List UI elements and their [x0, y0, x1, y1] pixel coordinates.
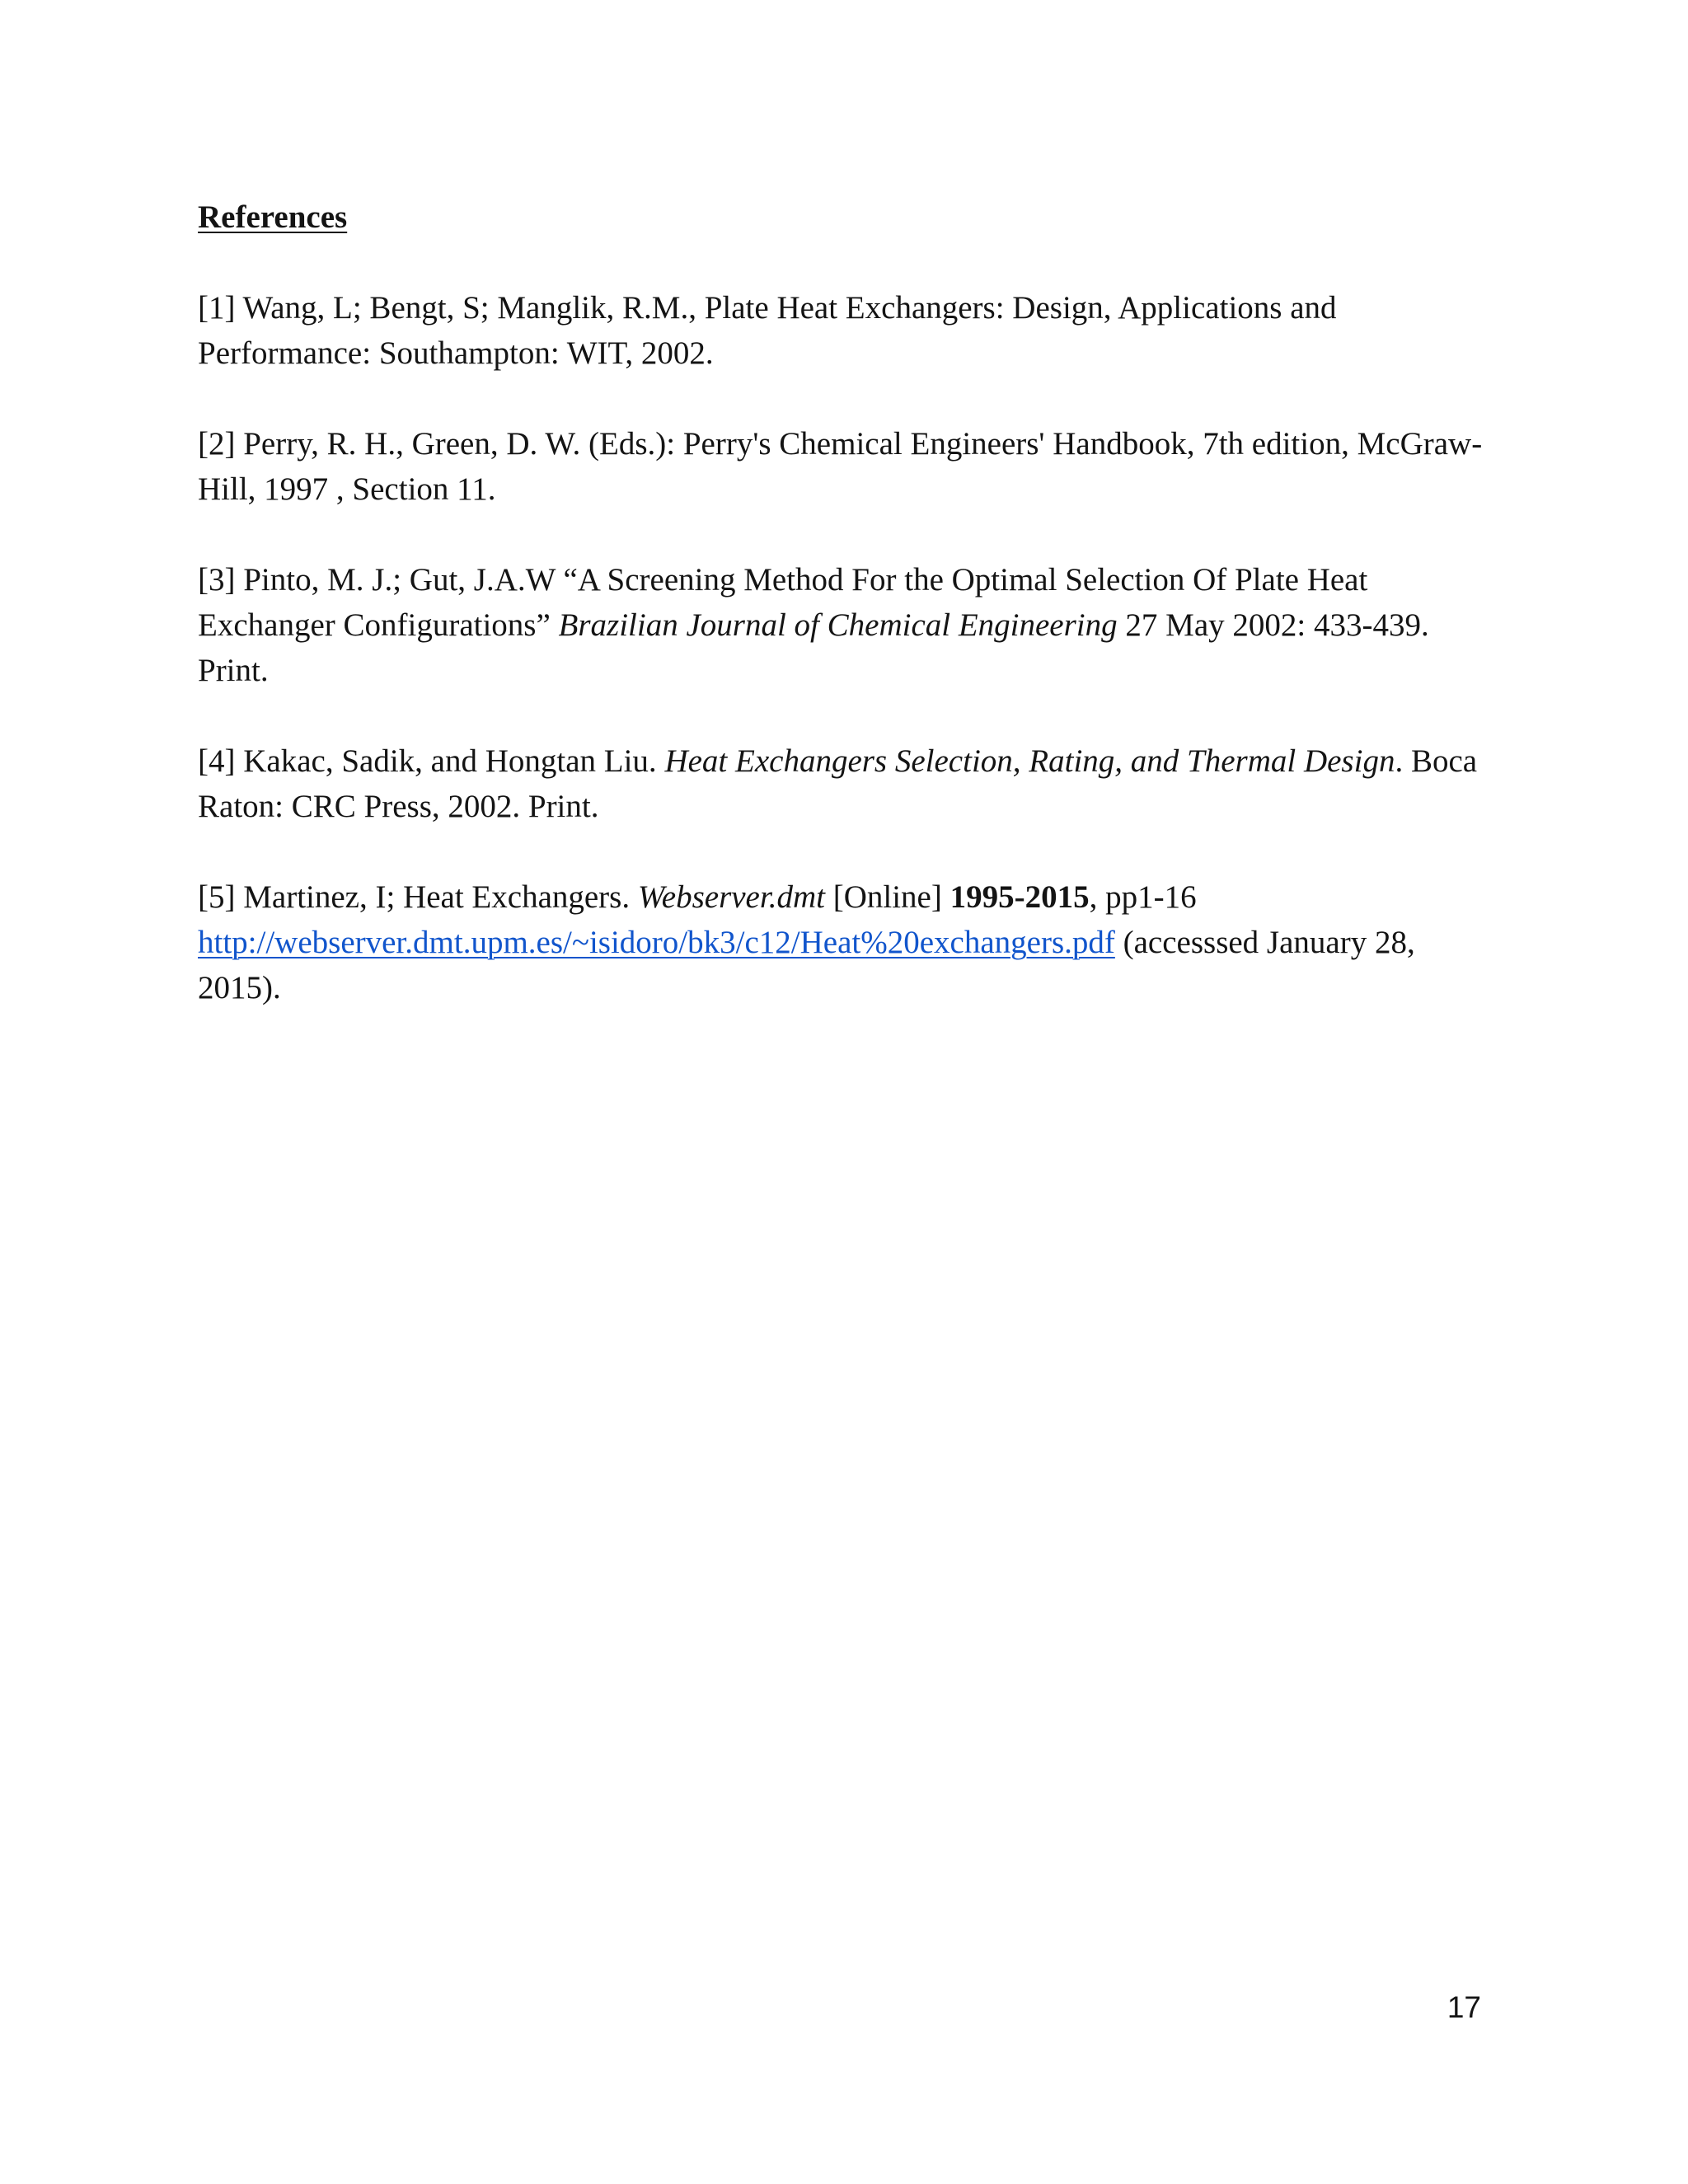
reference-3-authors-title: [3] Pinto, M. J.; Gut, J.A.W “A Screening Method For the Optimal Selection Of Plate Heat Exchanger Configurations” — [198, 562, 1368, 643]
reference-5-access-date: (accesssed January 28, 2015). — [198, 925, 1415, 1005]
reference-1-text: [1] Wang, L; Bengt, S; Manglik, R.M., Plate Heat Exchangers: Design, Applications and Performance: Southampton: WIT, 2002. — [198, 290, 1337, 371]
reference-3-journal: Brazilian Journal of Chemical Engineering — [558, 607, 1118, 643]
reference-5-source: Webserver.dmt — [637, 879, 825, 915]
page-number: 17 — [1447, 1990, 1481, 2024]
reference-2 — [198, 421, 1484, 512]
reference-3 — [198, 557, 1484, 693]
references-section — [198, 194, 1484, 1056]
reference-4-book-title: Heat Exchangers Selection, Rating, and Thermal Design — [664, 743, 1395, 779]
reference-2-text: [2] Perry, R. H., Green, D. W. (Eds.): Perry's Chemical Engineers' Handbook, 7th edition, McGraw-Hill, 1997 , Section 11. — [198, 426, 1483, 507]
reference-5-pages: , pp1-16 — [1089, 879, 1197, 915]
reference-4 — [198, 738, 1484, 829]
references-heading: References — [198, 199, 348, 235]
reference-5-link[interactable]: http://webserver.dmt.upm.es/~isidoro/bk3/c12/Heat%20exchangers.pdf — [198, 925, 1115, 960]
reference-5-authors: [5] Martinez, I; Heat Exchangers. — [198, 879, 638, 915]
reference-4-details: . Boca Raton: CRC Press, 2002. Print. — [198, 743, 1478, 824]
reference-5-years: 1995-2015 — [950, 879, 1090, 915]
reference-3-details: 27 May 2002: 433-439. Print. — [198, 607, 1429, 688]
reference-5 — [198, 874, 1484, 1010]
reference-4-authors: [4] Kakac, Sadik, and Hongtan Liu. — [198, 743, 665, 779]
reference-1 — [198, 285, 1484, 376]
reference-5-online-tag: [Online] — [824, 879, 950, 915]
